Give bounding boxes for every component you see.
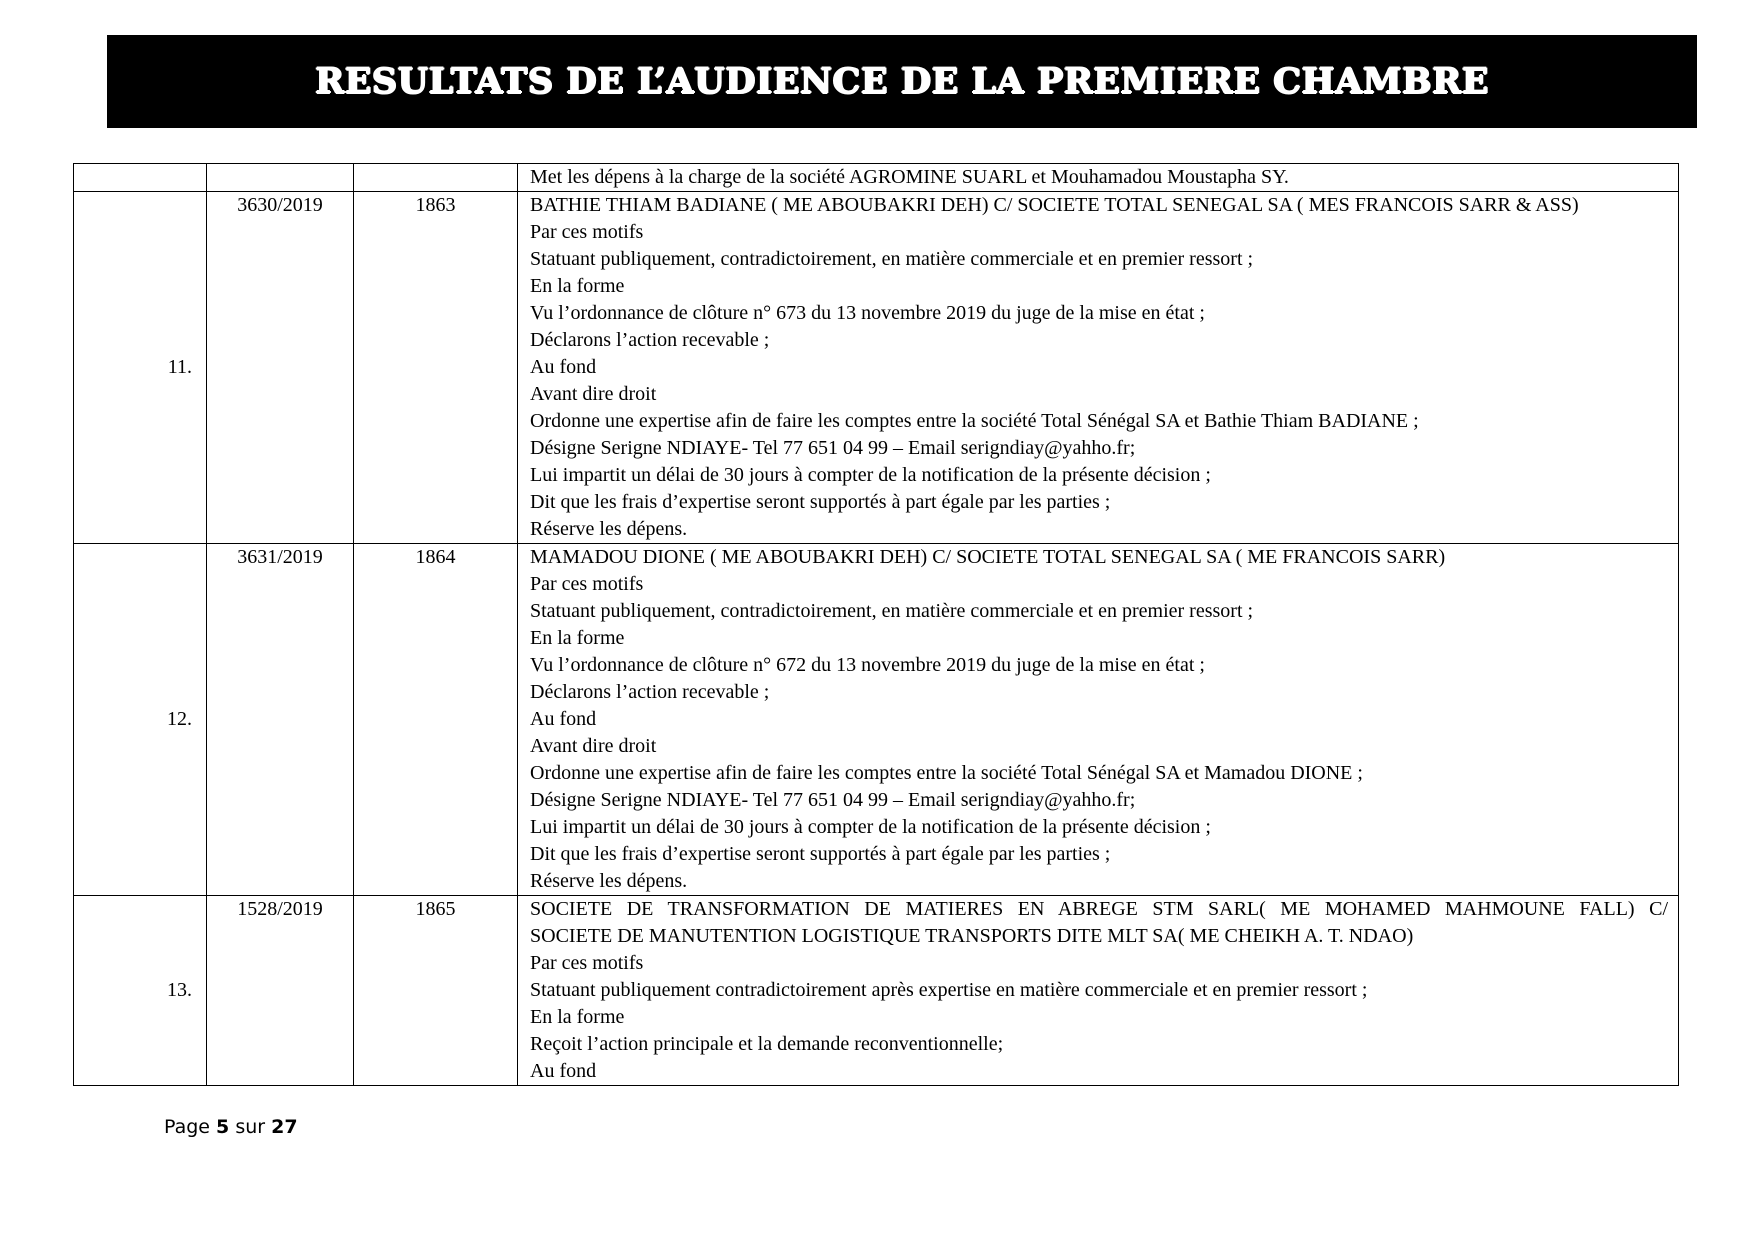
decision-line: Vu l’ordonnance de clôture n° 673 du 13 novembre 2019 du juge de la mise en état ; [530, 302, 1205, 324]
page-number [164, 1116, 298, 1138]
decision-line: Lui impartit un délai de 30 jours à compter de la notification de la présente décision ; [530, 464, 1211, 486]
role-number-cell: 3630/2019 [207, 192, 354, 544]
decision-line: Par ces motifs [530, 573, 644, 595]
decision-line: SOCIETE DE TRANSFORMATION DE MATIERES EN ABREGE STM SARL( ME MOHAMED MAHMOUNE FALL) C/ [530, 898, 1668, 920]
role-number-cell [207, 164, 354, 192]
repertoire-number-cell: 1865 [354, 896, 518, 1086]
decision-line: Statuant publiquement, contradictoirement, en matière commerciale et en premier ressort ; [530, 600, 1254, 622]
decision-line: Statuant publiquement, contradictoirement, en matière commerciale et en premier ressort ; [530, 248, 1254, 270]
results-table [73, 163, 1679, 1086]
page-title: RESULTATS DE L’AUDIENCE DE LA PREMIERE CHAMBRE [315, 61, 1489, 102]
decision-line: Ordonne une expertise afin de faire les comptes entre la société Total Sénégal SA et Mamadou DIONE ; [530, 762, 1363, 784]
decision-line: BATHIE THIAM BADIANE ( ME ABOUBAKRI DEH) C/ SOCIETE TOTAL SENEGAL SA ( MES FRANCOIS SARR & ASS) [530, 194, 1579, 216]
decision-line: Vu l’ordonnance de clôture n° 672 du 13 novembre 2019 du juge de la mise en état ; [530, 654, 1205, 676]
decision-line: Lui impartit un délai de 30 jours à compter de la notification de la présente décision ; [530, 816, 1211, 838]
decision-text-cell [518, 164, 1679, 192]
decision-line: MAMADOU DIONE ( ME ABOUBAKRI DEH) C/ SOCIETE TOTAL SENEGAL SA ( ME FRANCOIS SARR) [530, 546, 1446, 568]
row-number-cell: 11. [74, 192, 207, 544]
decision-line: Dit que les frais d’expertise seront supportés à part égale par les parties ; [530, 843, 1111, 865]
page-total: 27 [271, 1116, 298, 1138]
title-banner [107, 35, 1697, 128]
row-number-cell: 12. [74, 544, 207, 896]
decision-line: Par ces motifs [530, 952, 644, 974]
decision-line: Désigne Serigne NDIAYE- Tel 77 651 04 99 – Email serigndiay@yahho.fr; [530, 437, 1136, 459]
role-number-cell: 3631/2019 [207, 544, 354, 896]
row-number-cell [74, 164, 207, 192]
table-row [74, 544, 1679, 896]
decision-line: Par ces motifs [530, 221, 644, 243]
decision-line: SOCIETE DE MANUTENTION LOGISTIQUE TRANSPORTS DITE MLT SA( ME CHEIKH A. T. NDAO) [530, 925, 1414, 947]
decision-text-cell [518, 544, 1679, 896]
decision-line: Réserve les dépens. [530, 870, 688, 892]
repertoire-number-cell: 1864 [354, 544, 518, 896]
decision-line: Au fond [530, 708, 597, 730]
role-number-cell: 1528/2019 [207, 896, 354, 1086]
decision-line: Réserve les dépens. [530, 518, 688, 540]
decision-line: Avant dire droit [530, 735, 657, 757]
repertoire-number-cell: 1863 [354, 192, 518, 544]
decision-line: Met les dépens à la charge de la société AGROMINE SUARL et Mouhamadou Moustapha SY. [530, 166, 1289, 188]
decision-line: Statuant publiquement contradictoirement après expertise en matière commerciale et en premier ressort ; [530, 979, 1368, 1001]
repertoire-number-cell [354, 164, 518, 192]
decision-line: Déclarons l’action recevable ; [530, 681, 770, 703]
decision-text-cell [518, 192, 1679, 544]
decision-line: Déclarons l’action recevable ; [530, 329, 770, 351]
decision-text-cell [518, 896, 1679, 1086]
decision-line: Avant dire droit [530, 383, 657, 405]
page-current: 5 [216, 1116, 230, 1138]
page-separator: sur [235, 1116, 266, 1138]
decision-line: Reçoit l’action principale et la demande reconventionnelle; [530, 1033, 1004, 1055]
decision-line: En la forme [530, 275, 625, 297]
decision-line: Au fond [530, 356, 597, 378]
row-number-cell: 13. [74, 896, 207, 1086]
decision-line: Désigne Serigne NDIAYE- Tel 77 651 04 99 – Email serigndiay@yahho.fr; [530, 789, 1136, 811]
table-row [74, 896, 1679, 1086]
decision-line: En la forme [530, 1006, 625, 1028]
decision-line: Au fond [530, 1060, 597, 1082]
page-label: Page [164, 1116, 210, 1138]
table-row [74, 192, 1679, 544]
decision-line: Dit que les frais d’expertise seront supportés à part égale par les parties ; [530, 491, 1111, 513]
decision-line: En la forme [530, 627, 625, 649]
table-row [74, 164, 1679, 192]
decision-line: Ordonne une expertise afin de faire les comptes entre la société Total Sénégal SA et Bathie Thiam BADIANE ; [530, 410, 1419, 432]
